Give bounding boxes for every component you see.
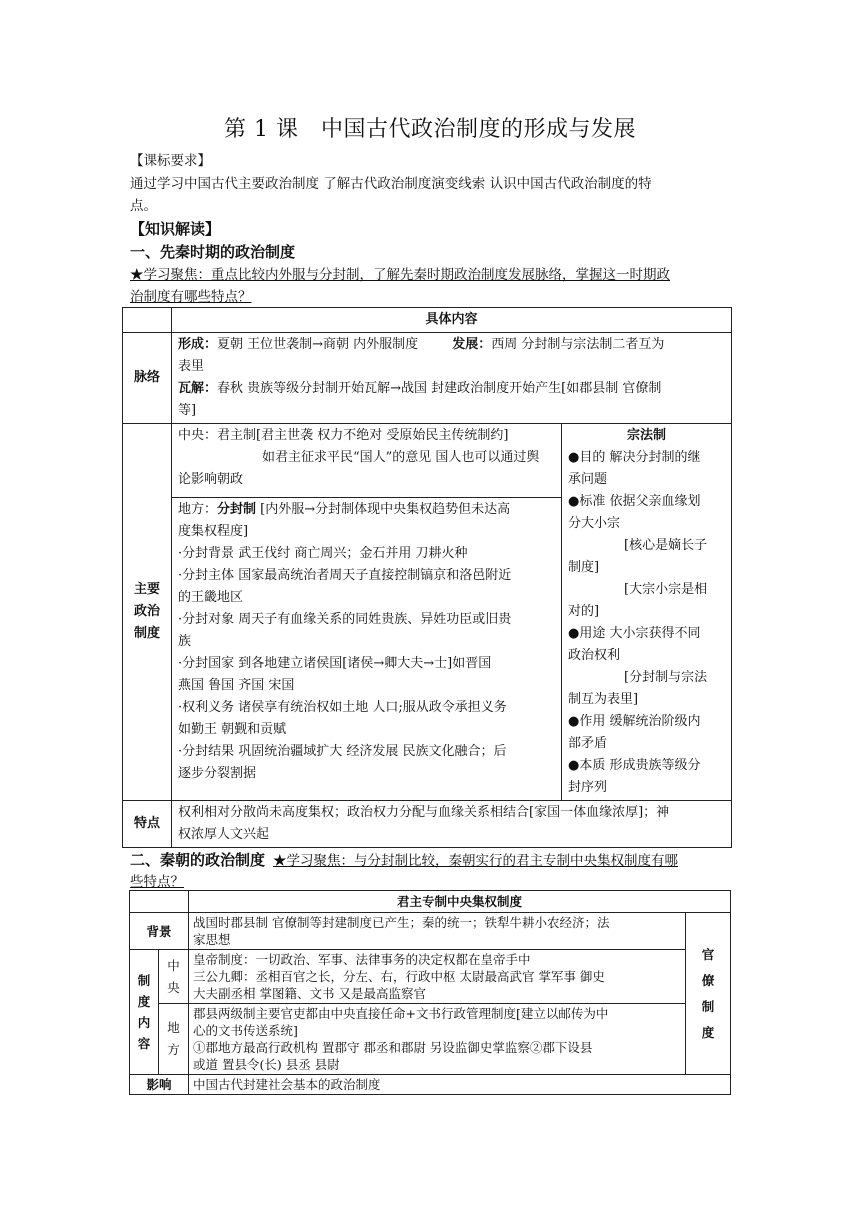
qin-system-table bbox=[129, 890, 731, 1095]
guanliao-label: 官 僚 制 度 bbox=[686, 913, 731, 1075]
yingxiang-content: 中国古代封建社会基本的政治制度 bbox=[189, 1075, 731, 1095]
table-row bbox=[130, 913, 731, 950]
table-row bbox=[130, 1004, 731, 1075]
central-cell: 中央：君主制[君主世袭 权力不绝对 受原始民主传统制约] 如君主征求平民“国人”的意见 国人也可以通过舆 论影响朝政 bbox=[172, 424, 562, 498]
table-row bbox=[130, 891, 731, 913]
kebiao-heading: 【课标要求】 bbox=[130, 153, 211, 169]
beijing-content: 战国时郡县制 官僚制等封建制度已产生；秦的统一；铁犁牛耕小农经济；法 家思想 bbox=[189, 913, 686, 950]
table-header: 具体内容 bbox=[172, 308, 732, 333]
table-row bbox=[130, 950, 731, 1004]
section-1-heading: 一、先秦时期的政治制度 bbox=[130, 243, 296, 261]
table-row bbox=[123, 801, 732, 848]
zhishi-heading: 【知识解读】 bbox=[130, 220, 221, 238]
table-row bbox=[123, 308, 732, 333]
section-2-focus-line-2: 些特点？ bbox=[130, 874, 184, 890]
row-label-mailuo: 脉络 bbox=[123, 333, 172, 424]
zhongyang-content: 皇帝制度：一切政治、军事、法律事务的决定权都在皇帝手中 三公九卿：丞相百官之长，分左、右，行政中枢 太尉最高武官 掌军事 御史 大夫副丞相 掌图籍、文书 又是最高监察官 bbox=[189, 950, 686, 1004]
mailuo-content: 形成：夏朝 王位世袭制→商朝 内外服制度 发展：西周 分封制与宗法制二者互为 表里 瓦解：春秋 贵族等级分封制开始瓦解→战国 封建政治制度开始产生[如郡县制 官僚制 等] bbox=[172, 333, 732, 424]
row-label-yingxiang: 影响 bbox=[130, 1075, 189, 1095]
section-1-focus-line-2: 治制度有哪些特点？ bbox=[130, 289, 252, 305]
table-row bbox=[123, 333, 732, 424]
zhongyang-label: 中 央 bbox=[159, 950, 189, 1004]
lesson-title: 第 1 课 中国古代政治制度的形成与发展 bbox=[224, 117, 636, 142]
pre-qin-table bbox=[122, 307, 732, 848]
difang-content: 郡县两级制主要官吏都由中央直接任命+文书行政管理制度[建立以邮传为中 心的文书传送系统] ①郡地方最高行政机构 置郡守 郡丞和郡尉 另设监御史掌监察②郡下设县 或道 置县令(长) 县丞 县尉 bbox=[189, 1004, 686, 1075]
table-header: 君主专制中央集权制度 bbox=[189, 891, 731, 913]
kebiao-text-line-2: 点。 bbox=[130, 198, 157, 214]
difang-label: 地 方 bbox=[159, 1004, 189, 1075]
local-cell: 地方：分封制 [内外服→分封制体现中央集权趋势但未达高 度集权程度] ·分封背景 武王伐纣 商亡周兴；金石并用 刀耕火种 ·分封主体 国家最高统治者周天子直接控制镐京和洛邑附近 的王畿地区 ·分封对象 周天子有血缘关系的同姓贵族、异姓功臣或旧贵 族 ·分封国家 到各地建立诸侯国[诸侯→卿大夫→士]如晋国 燕国 鲁国 齐国 宋国 ·权利义务 诸侯享有统治权如土地 人口;服从政令承担义务 如勤王 朝觐和贡赋 ·分封结果 巩固统治疆域扩大 经济发展 民族文化融合；后 逐步分裂割据 bbox=[172, 498, 562, 801]
kebiao-text-line-1: 通过学习中国古代主要政治制度 了解古代政治制度演变线索 认识中国古代政治制度的特 bbox=[130, 176, 652, 192]
zhidu-neirong-label: 制 度 内 容 bbox=[130, 950, 159, 1075]
section-1-focus-line-1: ★学习聚焦：重点比较内外服与分封制，了解先秦时期政治制度发展脉络，掌握这一时期政 bbox=[130, 267, 670, 283]
zongfa-cell: 宗法制 ●目的 解决分封制的继 承问题 ●标准 依据父亲血缘划 分大小宗 [核心是嫡长子 制度] [大宗小宗是相 对的] ●用途 大小宗获得不同 政治权利 [分封制与宗法 制互为表里] ●作用 缓解统治阶级内 部矛盾 ●本质 形成贵族等级分 封序列 bbox=[562, 424, 732, 801]
row-label-beijing: 背景 bbox=[130, 913, 189, 950]
section-2-heading-line-1: 二、秦朝的政治制度 ★学习聚焦：与分封制比较，秦朝实行的君主专制中央集权制度有哪 bbox=[130, 851, 679, 869]
row-label-zhuyao-zhidu: 主要 政治 制度 bbox=[123, 424, 172, 801]
table-row bbox=[130, 1075, 731, 1095]
table-row bbox=[123, 424, 732, 498]
tedian-content: 权利相对分散尚未高度集权；政治权力分配与血缘关系相结合[家国一体血缘浓厚]；神 权浓厚人文兴起 bbox=[172, 801, 732, 848]
row-label-tedian: 特点 bbox=[123, 801, 172, 848]
